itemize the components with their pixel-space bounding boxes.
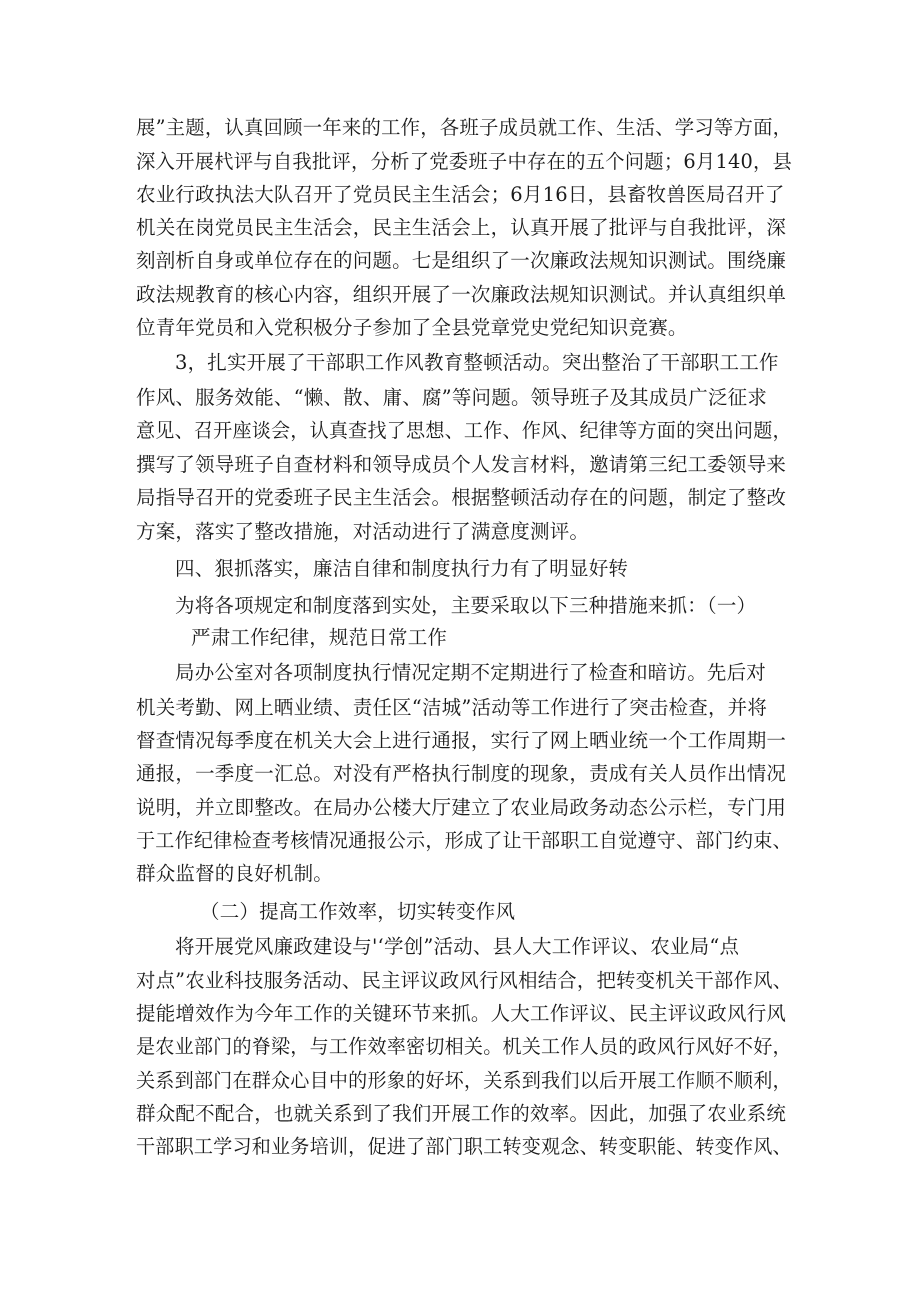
paragraph-start-line: 为将各项规定和制度落到实处，主要采取以下三种措施来抓：（一） (175, 594, 757, 617)
text-line: 农业行政执法大队召开了党员民主生活会；6月16日，县畜牧兽医局召开了 (136, 183, 785, 206)
text-line: 关系到部门在群众心目中的形象的好坏，关系到我们以后开展工作顺不顺利， (136, 1069, 792, 1092)
text-line: 位青年党员和入党积极分子参加了全县党章党史党纪知识竞赛。 (136, 316, 688, 339)
text-line: 群众监督的良好机制。 (136, 862, 334, 885)
text-line: 展”主题，认真回顾一年来的工作，各班子成员就工作、生活、学习等方面， (136, 116, 793, 139)
text-line: 说明，并立即整改。在局办公楼大厅建立了农业局政务动态公示栏，专门用 (136, 796, 787, 819)
subsection-heading: （二）提高工作效率，切实转变作风 (200, 900, 516, 923)
text-line: 方案，落实了整改措施，对活动进行了满意度测评。 (136, 520, 590, 543)
text-line: 政法规教育的核心内容，组织开展了一次廉政法规知识测试。并认真组织单 (136, 283, 787, 306)
text-line: 干部职工学习和业务培训，促进了部门职工转变观念、转变职能、转变作风、 (136, 1135, 792, 1158)
subsection-heading: 严肃工作纪律，规范日常工作 (191, 626, 448, 649)
text-line: 督查情况每季度在机关大会上进行通报，实行了网上晒业统一个工作周期一 (136, 729, 787, 752)
text-line: 通报，一季度一汇总。对没有严格执行制度的现象，责成有关人员作出情况 (136, 762, 787, 785)
text-line: 对点”农业科技服务活动、民主评议政风行风相结合，把转变机关干部作风、 (136, 969, 793, 992)
paragraph-start-line: 3，扎实开展了干部职工作风教育整顿活动。突出整治了干部职工工作 (175, 351, 779, 374)
text-line: 于工作纪律检查考核情况通报公示，形成了让干部职工自觉遵守、部门约束、 (136, 829, 792, 852)
text-line: 意见、召开座谈会，认真查找了思想、工作、作风、纪律等方面的突出问题， (136, 419, 792, 442)
text-line: 是农业部门的脊梁，与工作效率密切相关。机关工作人员的政风行风好不好， (136, 1035, 792, 1058)
text-line: 机关考勤、网上晒业绩、责任区“洁城”活动等工作进行了突击检查，并将 (136, 696, 768, 719)
text-line: 提能增效作为今年工作的关键环节来抓。人大工作评议、民主评议政风行风 (136, 1002, 787, 1025)
paragraph-start-line: 局办公室对各项制度执行情况定期不定期进行了检查和暗访。先后对 (175, 661, 767, 684)
text-line: 撰写了领导班子自查材料和领导成员个人发言材料，邀请第三纪工委领导来 (136, 453, 787, 476)
text-line: 群众配不配合，也就关系到了我们开展工作的效率。因此，加强了农业系统 (136, 1102, 787, 1125)
text-line: 作风、服务效能、“懒、散、庸、腐”等问题。领导班子及其成员广泛征求 (136, 386, 768, 409)
text-line: 局指导召开的党委班子民主生活会。根据整顿活动存在的问题，制定了整改 (136, 486, 787, 509)
text-line: 深入开展杙评与自我批评，分析了党委班子中存在的五个问题；6月140，县 (136, 150, 793, 173)
text-line: 机关在岗党员民主生活会，民主生活会上，认真开展了批评与自我批评，深 (136, 216, 787, 239)
section-heading: 四、狠抓落实，廉洁自律和制度执行力有了明显好转 (175, 557, 629, 580)
text-line: 刻剖析自身或单位存在的问题。七是组织了一次廉政法规知识测试。围绕廉 (136, 249, 787, 272)
paragraph-start-line: 将开展党风廉政建设与'‘学创”活动、县人大工作评议、农业局“点 (175, 935, 740, 958)
